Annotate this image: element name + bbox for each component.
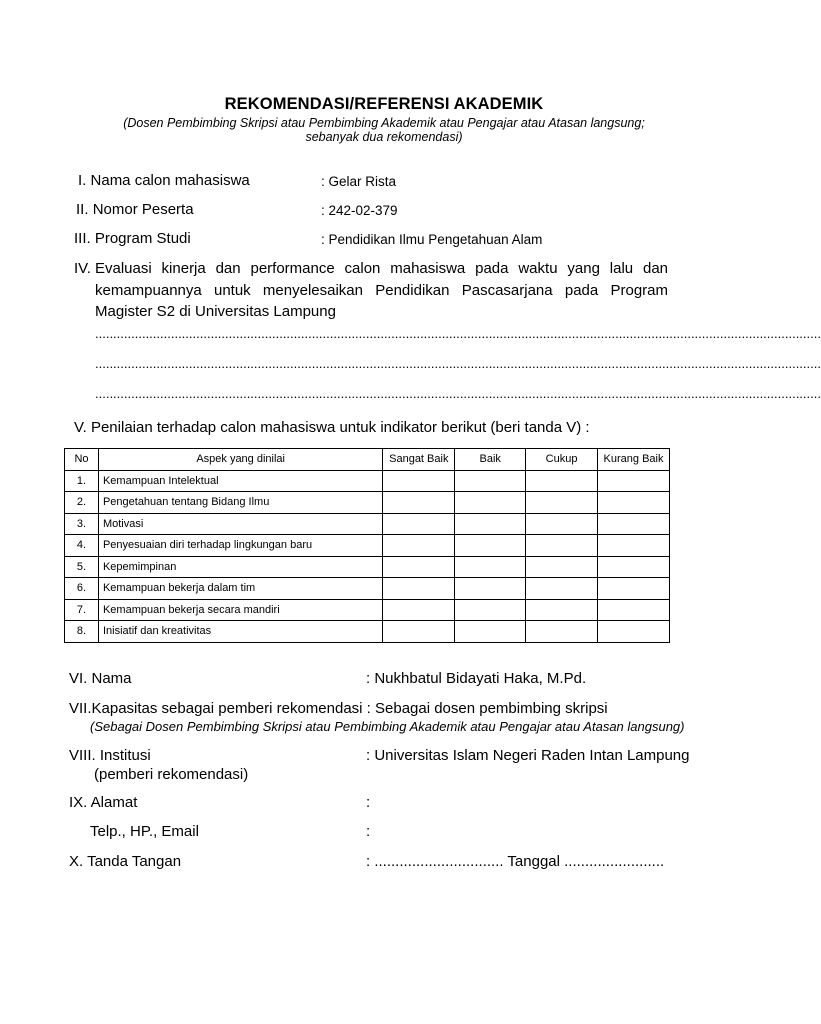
section-i-label: [78, 172, 250, 189]
row-aspect: Pengetahuan tentang Bidang Ilmu: [98, 492, 382, 514]
row-number: 7.: [65, 599, 99, 621]
header-aspek: Aspek yang dinilai: [98, 449, 382, 471]
cell-kurang-baik[interactable]: [598, 578, 670, 600]
section-ix-label: IX. Alamat: [69, 794, 138, 811]
row-aspect: Penyesuaian diri terhadap lingkungan baru: [98, 535, 382, 557]
cell-cukup[interactable]: [526, 535, 598, 557]
row-number: 5.: [65, 556, 99, 578]
contact-value: :: [366, 823, 371, 840]
cell-cukup[interactable]: [526, 599, 598, 621]
section-ii-value: : 242-02-379: [321, 203, 398, 218]
cell-kurang-baik[interactable]: [598, 599, 670, 621]
section-vi-label: VI. Nama: [69, 670, 132, 687]
document-subtitle: [0, 116, 768, 144]
row-aspect: Kepemimpinan: [98, 556, 382, 578]
cell-cukup[interactable]: [526, 578, 598, 600]
header-cukup: Cukup: [526, 449, 598, 471]
cell-kurang-baik[interactable]: [598, 621, 670, 643]
section-viii-label: VIII. Institusi: [69, 747, 151, 764]
table-header-row: [65, 449, 670, 471]
document-title: REKOMENDASI/REFERENSI AKADEMIK: [224, 95, 544, 113]
section-iii-number: III.: [74, 230, 91, 247]
cell-baik[interactable]: [455, 513, 526, 535]
table-row: [65, 535, 670, 557]
dotted-line-1: .........................................................................................................................................................................................................: [95, 326, 821, 341]
cell-kurang-baik[interactable]: [598, 492, 670, 514]
cell-sangat-baik[interactable]: [383, 621, 455, 643]
assessment-table: [64, 448, 670, 643]
header-sangat-baik: Sangat Baik: [383, 449, 455, 471]
table-row: [65, 492, 670, 514]
cell-baik[interactable]: [455, 470, 526, 492]
table-row: [65, 578, 670, 600]
section-ii-label: [76, 201, 194, 218]
section-vi-value: : Nukhbatul Bidayati Haka, M.Pd.: [366, 670, 587, 687]
cell-baik[interactable]: [455, 492, 526, 514]
section-v-label: V. Penilaian terhadap calon mahasiswa untuk indikator berikut (beri tanda V) :: [74, 419, 590, 436]
table-row: [65, 621, 670, 643]
row-aspect: Inisiatif dan kreativitas: [98, 621, 382, 643]
section-x-value: : ............................... Tanggal ........................: [366, 853, 665, 870]
dotted-line-3: .........................................................................................................................................................................................................: [95, 386, 821, 401]
row-number: 2.: [65, 492, 99, 514]
row-aspect: Motivasi: [98, 513, 382, 535]
section-ix-value: :: [366, 794, 371, 811]
section-i-value: : Gelar Rista: [321, 174, 397, 189]
section-ii-text: Nomor Peserta: [92, 201, 194, 218]
cell-sangat-baik[interactable]: [383, 492, 455, 514]
row-number: 3.: [65, 513, 99, 535]
row-aspect: Kemampuan bekerja dalam tim: [98, 578, 382, 600]
section-iv-number: IV.: [74, 260, 91, 277]
row-number: 6.: [65, 578, 99, 600]
row-number: 1.: [65, 470, 99, 492]
header-kurang-baik: Kurang Baik: [598, 449, 670, 471]
cell-cukup[interactable]: [526, 470, 598, 492]
subtitle-line-2: sebanyak dua rekomendasi): [305, 130, 463, 144]
cell-sangat-baik[interactable]: [383, 470, 455, 492]
cell-baik[interactable]: [455, 535, 526, 557]
table-row: [65, 599, 670, 621]
section-x-label: X. Tanda Tangan: [69, 853, 182, 870]
header-baik: Baik: [455, 449, 526, 471]
cell-kurang-baik[interactable]: [598, 470, 670, 492]
section-vii-label: VII.Kapasitas sebagai pemberi rekomendasi : Sebagai dosen pembimbing skripsi: [69, 700, 608, 717]
cell-cukup[interactable]: [526, 556, 598, 578]
section-i-number: I.: [78, 172, 87, 189]
section-vii-note: (Sebagai Dosen Pembimbing Skripsi atau Pembimbing Akademik atau Pengajar atau Atasan langsung): [90, 719, 685, 734]
row-number: 4.: [65, 535, 99, 557]
section-viii-sublabel: (pemberi rekomendasi): [94, 766, 249, 783]
cell-kurang-baik[interactable]: [598, 535, 670, 557]
section-i-text: Nama calon mahasiswa: [90, 172, 250, 189]
cell-sangat-baik[interactable]: [383, 578, 455, 600]
table-row: [65, 470, 670, 492]
cell-baik[interactable]: [455, 599, 526, 621]
cell-kurang-baik[interactable]: [598, 513, 670, 535]
cell-baik[interactable]: [455, 578, 526, 600]
contact-label: Telp., HP., Email: [90, 823, 199, 840]
table-row: [65, 556, 670, 578]
cell-kurang-baik[interactable]: [598, 556, 670, 578]
section-iii-label: [74, 230, 191, 247]
cell-cukup[interactable]: [526, 492, 598, 514]
cell-cukup[interactable]: [526, 621, 598, 643]
section-iii-value: : Pendidikan Ilmu Pengetahuan Alam: [321, 232, 543, 247]
row-aspect: Kemampuan bekerja secara mandiri: [98, 599, 382, 621]
cell-baik[interactable]: [455, 556, 526, 578]
cell-sangat-baik[interactable]: [383, 535, 455, 557]
table-row: [65, 513, 670, 535]
dotted-line-2: .........................................................................................................................................................................................................: [95, 356, 821, 371]
subtitle-line-1: (Dosen Pembimbing Skripsi atau Pembimbing Akademik atau Pengajar atau Atasan langsung;: [123, 116, 645, 130]
cell-cukup[interactable]: [526, 513, 598, 535]
cell-sangat-baik[interactable]: [383, 556, 455, 578]
section-viii-value: : Universitas Islam Negeri Raden Intan Lampung: [366, 747, 690, 764]
cell-baik[interactable]: [455, 621, 526, 643]
header-no: No: [65, 449, 99, 471]
row-aspect: Kemampuan Intelektual: [98, 470, 382, 492]
section-iii-text: Program Studi: [94, 230, 191, 247]
cell-sangat-baik[interactable]: [383, 513, 455, 535]
section-iv-text: Evaluasi kinerja dan performance calon mahasiswa pada waktu yang lalu dan kemampuannya untuk menyelesaikan Pendidikan Pascasarjana pada Program Magister S2 di Universitas Lampung: [95, 260, 668, 320]
section-ii-number: II.: [76, 201, 89, 218]
cell-sangat-baik[interactable]: [383, 599, 455, 621]
row-number: 8.: [65, 621, 99, 643]
